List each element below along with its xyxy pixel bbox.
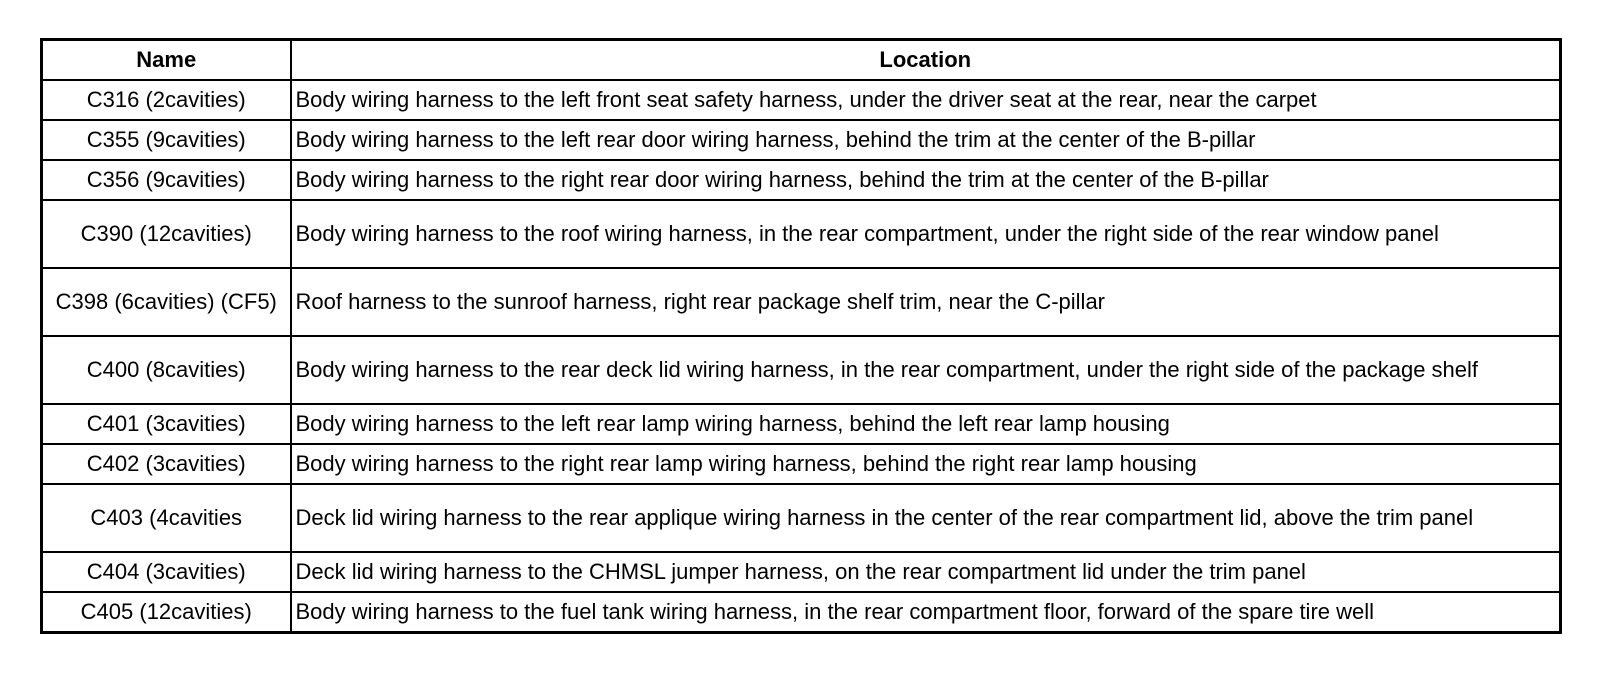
connector-name-cell: C402 (3cavities) <box>42 444 291 484</box>
table-header-row <box>42 40 1561 81</box>
connector-location-table <box>40 38 1562 634</box>
connector-name-cell: C398 (6cavities) (CF5) <box>42 268 291 336</box>
connector-name-cell: C316 (2cavities) <box>42 80 291 120</box>
connector-name-cell: C403 (4cavities <box>42 484 291 552</box>
table-row <box>42 444 1561 484</box>
table-row <box>42 336 1561 404</box>
connector-name-cell: C355 (9cavities) <box>42 120 291 160</box>
connector-location-cell: Body wiring harness to the right rear door wiring harness, behind the trim at the center of the B-pillar <box>291 160 1561 200</box>
connector-location-cell: Deck lid wiring harness to the rear applique wiring harness in the center of the rear compartment lid, above the trim panel <box>291 484 1561 552</box>
connector-name-cell: C404 (3cavities) <box>42 552 291 592</box>
connector-name-cell: C356 (9cavities) <box>42 160 291 200</box>
connector-location-cell: Body wiring harness to the right rear lamp wiring harness, behind the right rear lamp housing <box>291 444 1561 484</box>
connector-location-cell: Body wiring harness to the rear deck lid wiring harness, in the rear compartment, under the right side of the package shelf <box>291 336 1561 404</box>
name-column-header: Name <box>42 40 291 81</box>
connector-location-cell: Deck lid wiring harness to the CHMSL jumper harness, on the rear compartment lid under the trim panel <box>291 552 1561 592</box>
connector-location-cell: Body wiring harness to the left rear lamp wiring harness, behind the left rear lamp housing <box>291 404 1561 444</box>
table-row <box>42 200 1561 268</box>
connector-name-cell: C401 (3cavities) <box>42 404 291 444</box>
connector-location-cell: Roof harness to the sunroof harness, right rear package shelf trim, near the C-pillar <box>291 268 1561 336</box>
table-row <box>42 268 1561 336</box>
connector-location-cell: Body wiring harness to the left front seat safety harness, under the driver seat at the rear, near the carpet <box>291 80 1561 120</box>
location-column-header: Location <box>291 40 1561 81</box>
connector-location-cell: Body wiring harness to the roof wiring harness, in the rear compartment, under the right side of the rear window panel <box>291 200 1561 268</box>
table-row <box>42 552 1561 592</box>
connector-name-cell: C405 (12cavities) <box>42 592 291 633</box>
table-row <box>42 80 1561 120</box>
connector-location-cell: Body wiring harness to the left rear door wiring harness, behind the trim at the center of the B-pillar <box>291 120 1561 160</box>
table-row <box>42 404 1561 444</box>
connector-location-cell: Body wiring harness to the fuel tank wiring harness, in the rear compartment floor, forward of the spare tire well <box>291 592 1561 633</box>
table-row <box>42 120 1561 160</box>
table-row <box>42 160 1561 200</box>
connector-name-cell: C390 (12cavities) <box>42 200 291 268</box>
table-row <box>42 592 1561 633</box>
table-row <box>42 484 1561 552</box>
connector-name-cell: C400 (8cavities) <box>42 336 291 404</box>
